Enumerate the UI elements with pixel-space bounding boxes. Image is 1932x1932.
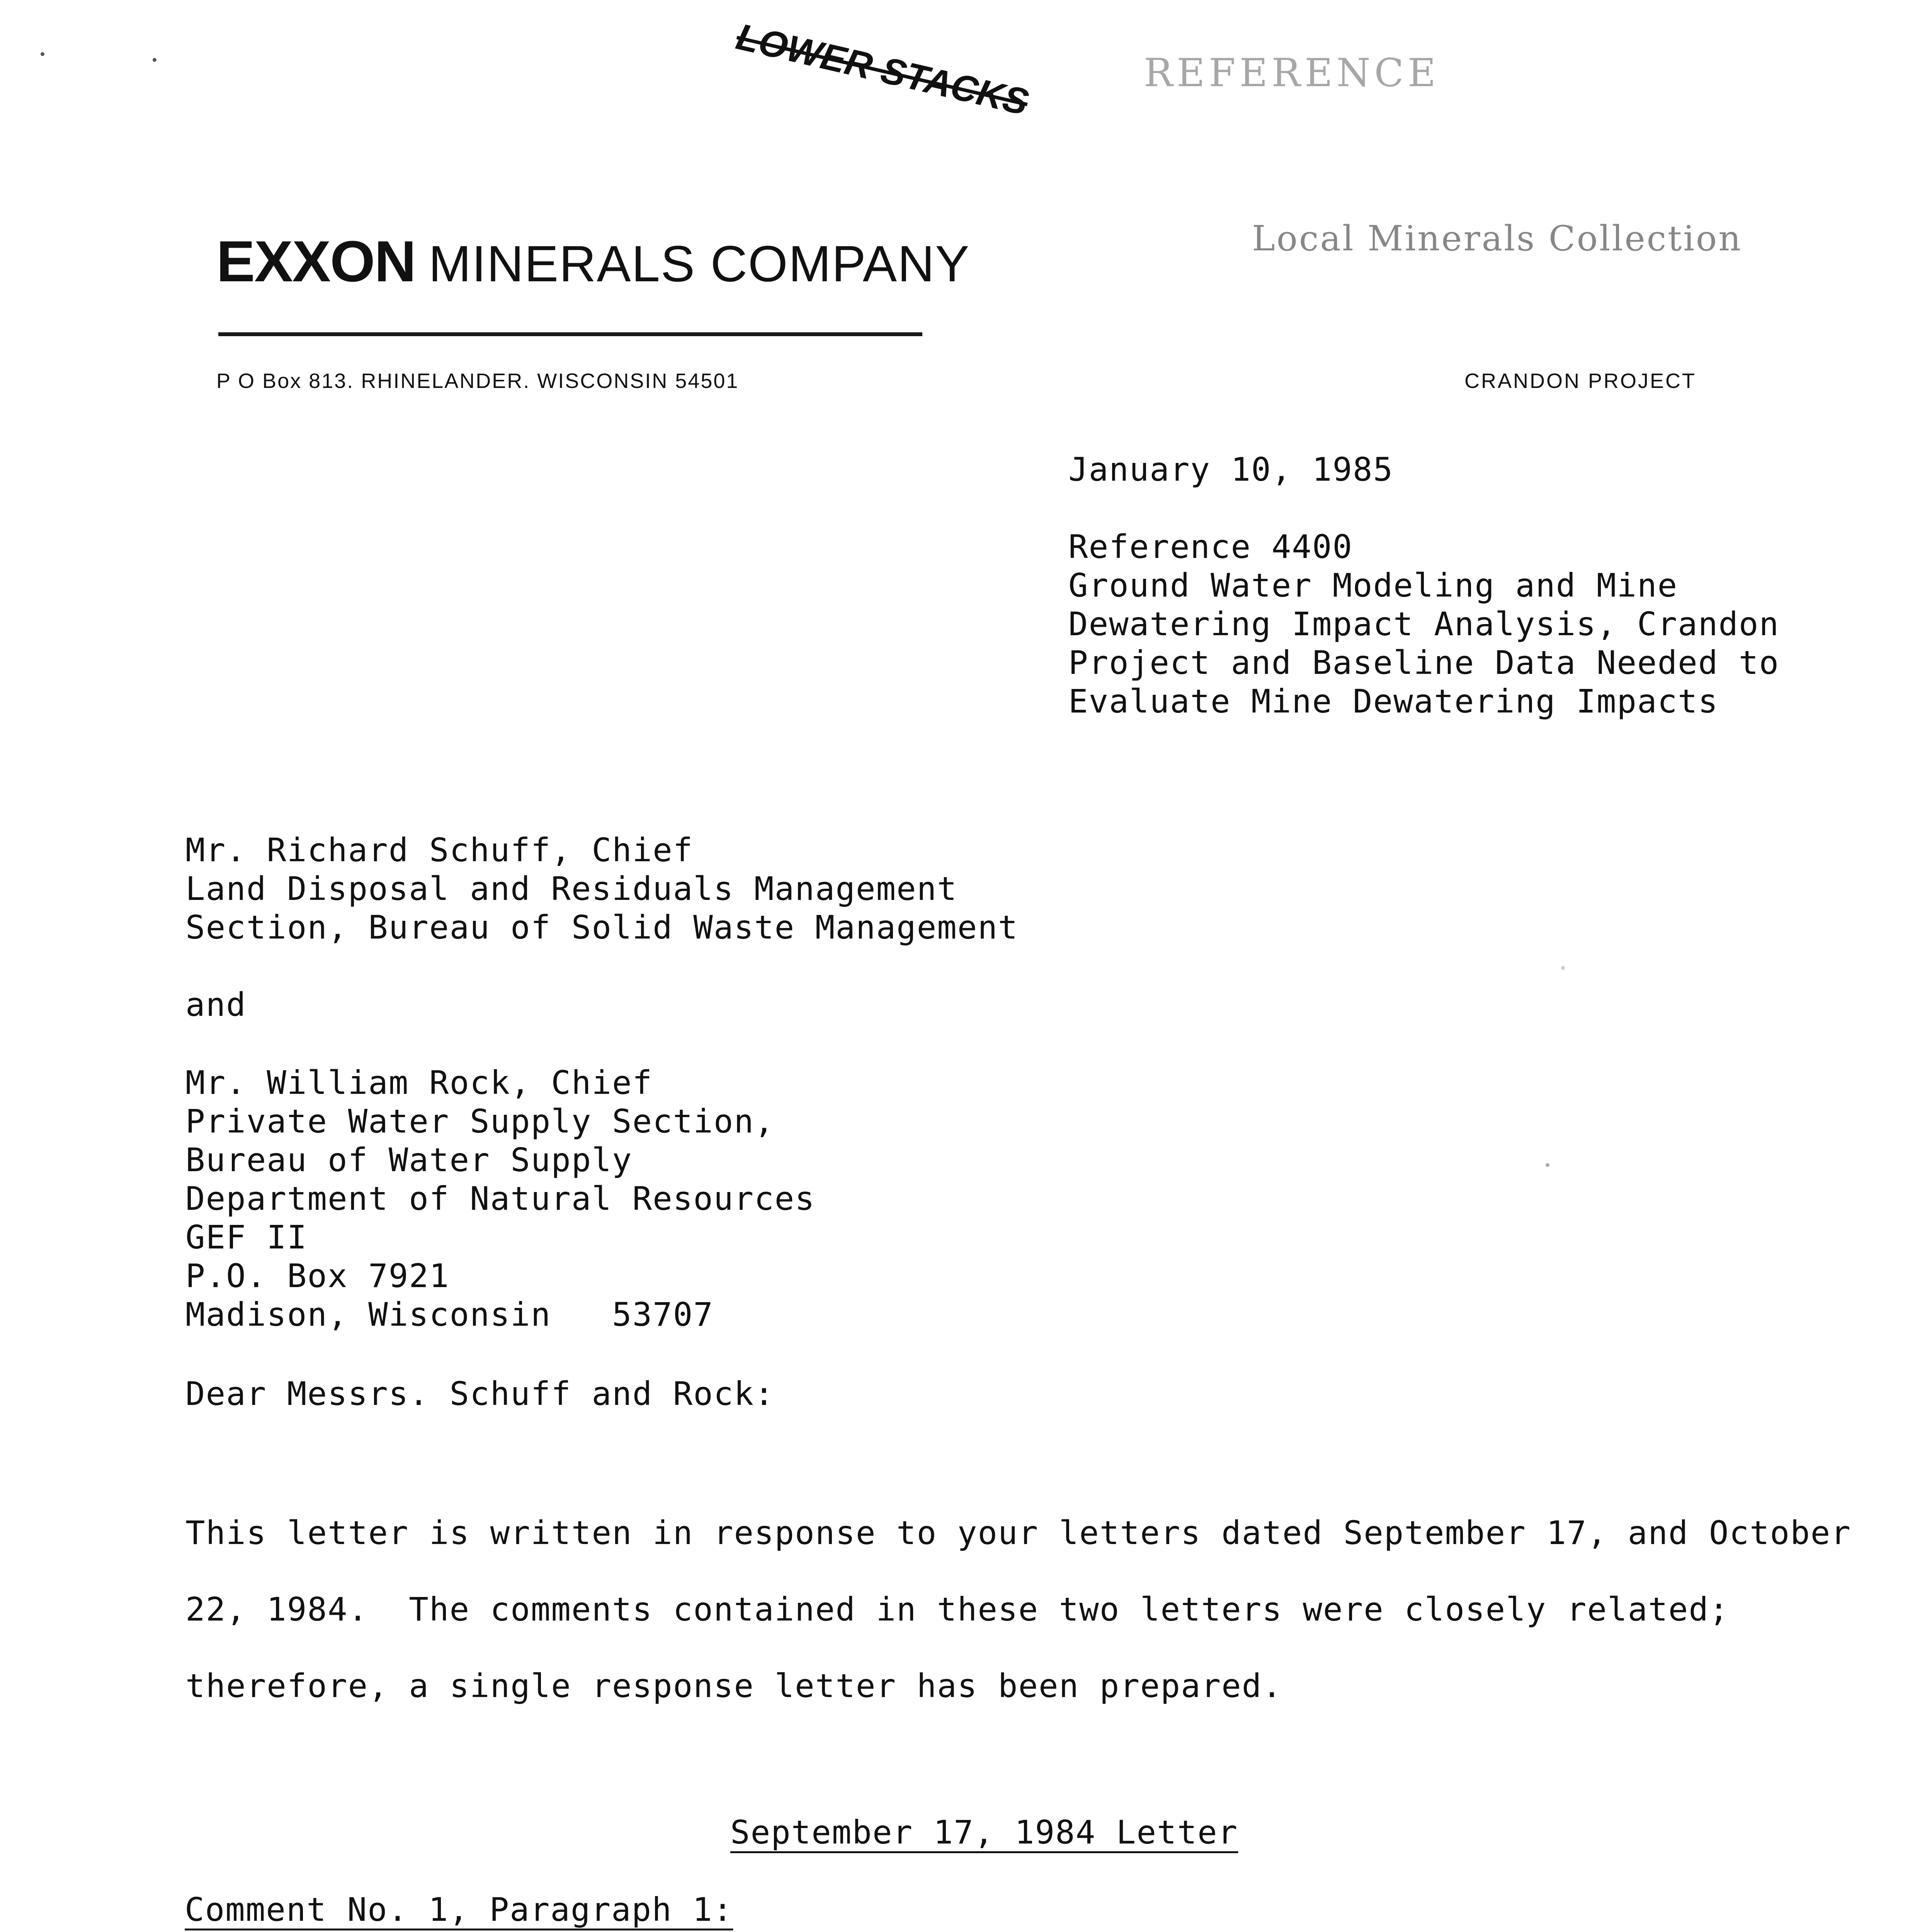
recipient-address-1 [185,831,1018,947]
reference-line: Reference 4400 [1068,528,1353,566]
exxon-logo [216,228,970,295]
address-line: Private Water Supply Section, [185,1102,775,1140]
letter-date: January 10, 1985 [1068,451,1394,488]
address-line: Department of Natural Resources [185,1180,815,1218]
address-line: Land Disposal and Residuals Management [185,870,957,908]
address-line: Madison, Wisconsin 53707 [185,1296,714,1333]
reference-line: Project and Baseline Data Needed to [1068,644,1780,682]
project-name: CRANDON PROJECT [1464,369,1697,393]
body-line: 22, 1984. The comments contained in these two letters were closely related; [185,1590,1730,1628]
body-paragraph [185,1495,1851,1724]
letterhead-address: P O Box 813. RHINELANDER. WISCONSIN 54501 [216,369,739,393]
address-line: P.O. Box 7921 [185,1257,450,1295]
and-connector: and [185,986,247,1024]
salutation: Dear Messrs. Schuff and Rock: [185,1375,775,1413]
exxon-logo-mark: EXXON [216,229,416,294]
letterhead-rule [218,332,922,336]
address-line: Mr. Richard Schuff, Chief [185,831,694,869]
local-collection-stamp: Local Minerals Collection [1252,218,1743,259]
section-heading: September 17, 1984 Letter [730,1813,1238,1851]
scan-speck [153,58,156,62]
reference-block [1068,527,1779,721]
reference-line: Ground Water Modeling and Mine [1068,566,1678,604]
scan-speck [1546,1163,1549,1167]
address-line: GEF II [185,1218,308,1256]
comment-heading: Comment No. 1, Paragraph 1: [185,1891,733,1929]
scan-speck [1561,966,1565,970]
company-name: MINERALS COMPANY [429,235,970,292]
address-line: Mr. William Rock, Chief [185,1064,653,1102]
address-line: Bureau of Water Supply [185,1141,633,1179]
body-line: therefore, a single response letter has been prepared. [185,1667,1282,1705]
scan-speck [41,52,44,56]
reference-line: Dewatering Impact Analysis, Crandon [1068,605,1780,643]
reference-line: Evaluate Mine Dewatering Impacts [1068,682,1719,720]
lower-stacks-stamp: LOWER STACKS [732,15,1032,123]
recipient-address-2 [185,1063,815,1334]
body-line: This letter is written in response to your letters dated September 17, and October [185,1514,1851,1552]
address-line: Section, Bureau of Solid Waste Management [185,908,1019,946]
reference-stamp: REFERENCE [1144,50,1440,95]
